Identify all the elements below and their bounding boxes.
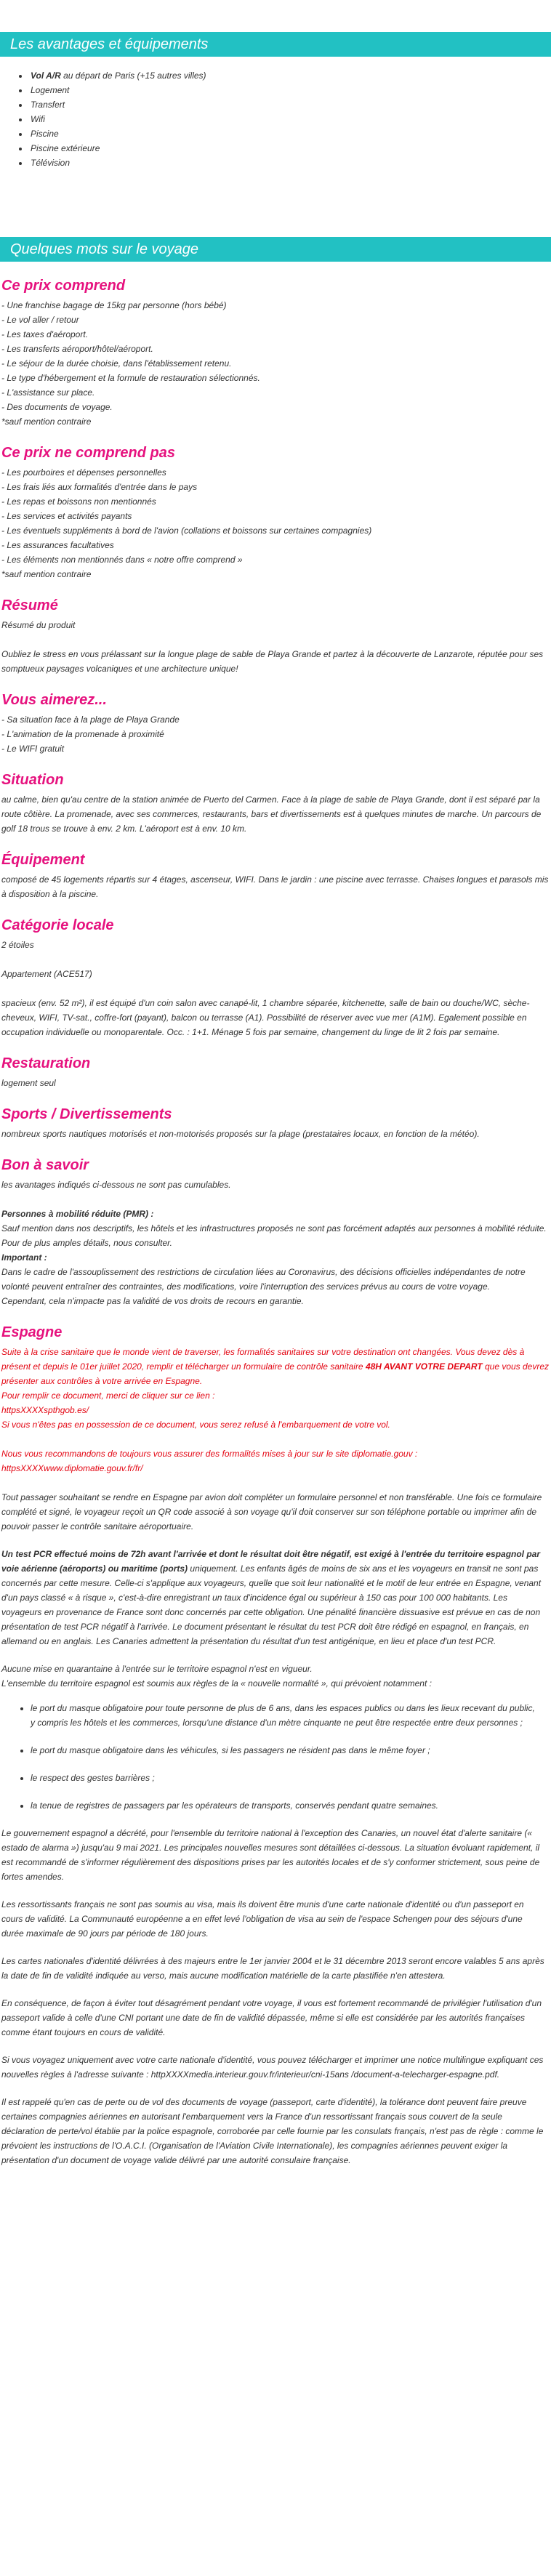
sports-title: Sports / Divertissements	[1, 1106, 172, 1122]
good-to-know-text: les avantages indiqués ci-dessous ne sont pas cumulables.	[1, 1180, 231, 1190]
apartment-title: Appartement (ACE517)	[1, 969, 92, 979]
spain-paragraph: Le gouvernement espagnol a décrété, pour l'ensemble du territoire national à l'exception des Canaries, un nouvel état d'alerte sanitaire (« estado de alarma ») jusqu'au 9 mai 2021. Les principales nouvelles mesures sont détaillées ci-dessous. La situation évoluant rapidement, il est recommandé de s'informer régulièrement des dispositions prises par les autorités locales et de s'y conformer strictement, sous peine de fortes amendes.	[1, 1828, 540, 1882]
list-item: • Télévision	[29, 156, 551, 170]
summary-text: Oubliez le stress en vous prélassant sur la longue plage de sable de Playa Grande et partez à la découverte de Lanzarote, réputée pour ses somptueux paysages volcaniques et une architecture unique!	[1, 649, 544, 674]
spain-title: Espagne	[1, 1324, 63, 1340]
list-item: • le port du masque obligatoire pour toute personne de plus de 6 ans, dans les espaces publics ou dans les lieux recevant du public, y compris les hôtels et les commerces, lorsqu'une distance d'un mètre cinquante ne peut être respectée entre deux personnes ;	[31, 1701, 550, 1730]
spain-warning: Suite à la crise sanitaire que le monde vient de traverser, les formalités sanitaires sur votre destination ont changées. Vous devez dès à présent et depuis le 01er juillet 2020, remplir et télécharger un formulaire de contrôle sanitaire 48H AVANT VOTRE DEPART que vous devrez présenter aux contrôles à votre arrivée en Espagne.	[1, 1347, 550, 1386]
restaurant-title: Restauration	[1, 1055, 91, 1071]
summary-subtitle: Résumé du produit	[1, 620, 76, 630]
content-section	[0, 276, 551, 2168]
list-item: • Wifi	[29, 112, 551, 126]
spain-paragraph: Les ressortissants français ne sont pas soumis au visa, mais ils doivent être munis d'une carte nationale d'identité ou d'un passeport en cours de validité. La Communauté européenne a en effet levé l'obligation de visa au sein de l'espace Schengen pour des séjours d'une durée maximale de 90 jours par période de 180 jours.	[1, 1899, 524, 1939]
spain-refusal-notice: Si vous n'êtes pas en possession de ce document, vous serez refusé à l'embarquement de votre vol.	[1, 1420, 390, 1430]
list-item: - Les pourboires et dépenses personnelles	[1, 467, 166, 478]
situation-text: au calme, bien qu'au centre de la station animée de Puerto del Carmen. Face à la plage de sable de Playa Grande, dont il est séparé par la route côtière. La promenade, avec ses commerces, restaurants, bars et divertissements est à quelques minutes de marche. Un parcours de golf 18 trous se trouve à env. 2 km. L'aéroport est à env. 10 km.	[1, 794, 542, 834]
summary-title: Résumé	[1, 597, 58, 613]
list-item: • Logement	[29, 83, 551, 97]
spain-diplomatie-notice: Nous vous recommandons de toujours vous assurer des formalités mises à jour sur le site diplomatie.gouv : httpsXXXXwww.diplomatie.gouv.fr/fr/	[1, 1449, 418, 1473]
spain-paragraph: L'ensemble du territoire espagnol est soumis aux règles de la « nouvelle normalité », qui prévoient notamment :	[1, 1678, 432, 1689]
love-title: Vous aimerez...	[1, 692, 107, 708]
list-item: - Les éventuels suppléments à bord de l'avion (collations et boissons sur certaines compagnies)	[1, 526, 372, 536]
equipment-text: composé de 45 logements répartis sur 4 étages, ascenseur, WIFI. Dans le jardin : une piscine avec terrasse. Chaises longues et parasols mis à disposition à la piscine.	[1, 874, 549, 899]
price-excludes-title: Ce prix ne comprend pas	[1, 445, 175, 461]
list-item: - Les éléments non mentionnés dans « notre offre comprend »	[1, 555, 243, 565]
spain-paragraph: Aucune mise en quarantaine à l'entrée sur le territoire espagnol n'est en vigueur.	[1, 1664, 313, 1674]
list-item: • Piscine extérieure	[29, 141, 551, 156]
spain-pcr-paragraph: Un test PCR effectué moins de 72h avant l'arrivée et dont le résultat doit être négatif, est exigé à l'entrée du territoire espagnol par voie aérienne (aéroports) ou maritime (ports) uniquement. Les enfants âgés de moins de six ans et les voyageurs en transit ne sont pas concernés par cette mesure. Celle-ci s'applique aux voyageurs, quelle que soit leur nationalité et le motif de leur entrée en Espagne, venant d'un pays classé « à risque », c'est-à-dire enregistrant un taux d'incidence égal ou supérieur à 150 cas pour 100 000 habitants. Les voyageurs en provenance de France sont donc concernés par cette obligation. Une pénalité financière dissuasive est prévue en cas de non présentation de test PCR négatif à l'arrivée. Le document présentant le résultat du test PCR doit être rédigé en espagnol, en français, en allemand ou en anglais. Les Canaries admettent la présentation du résultat d'un test antigénique, en lieu et place d'un test PCR.	[1, 1549, 542, 1646]
category-title: Catégorie locale	[1, 917, 114, 933]
spain-form-link[interactable]: httpsXXXXspthgob.es/	[1, 1405, 89, 1415]
category-stars: 2 étoiles	[1, 940, 34, 950]
list-item: - Les taxes d'aéroport.	[1, 329, 89, 339]
list-item: - Les frais liés aux formalités d'entrée dans le pays	[1, 482, 198, 492]
list-item: - Le type d'hébergement et la formule de restauration sélectionnés.	[1, 373, 260, 383]
sports-text: nombreux sports nautiques motorisés et non-motorisés proposés sur la plage (prestataires locaux, en fonction de la météo).	[1, 1129, 480, 1139]
words-banner	[0, 237, 551, 262]
spain-paragraph: En conséquence, de façon à éviter tout désagrément pendant votre voyage, il vous est fortement recommandé de privilégier l'utilisation d'un passeport valide à celle d'une CNI portant une date de fin de validité dépassée, même si elle est considérée par les autorités françaises comme étant toujours en cours de validité.	[1, 1998, 542, 2037]
situation-title: Situation	[1, 772, 64, 788]
spain-paragraph: Les cartes nationales d'identité délivrées à des majeurs entre le 1er janvier 2004 et le 31 décembre 2013 seront encore valables 5 ans après la date de fin de validité indiquée au verso, mais aucune modification matérielle de la carte plastifiée n'en attestera.	[1, 1956, 544, 1981]
spain-form-link-label: Pour remplir ce document, merci de cliquer sur ce lien :	[1, 1390, 215, 1401]
good-to-know-title: Bon à savoir	[1, 1157, 89, 1173]
advantages-banner	[0, 32, 551, 57]
pmr-text: Sauf mention dans nos descriptifs, les hôtels et les infrastructures proposés ne sont pas forcément adaptés aux personnes à mobilité réduite. Pour de plus amples détails, nous consulter.	[1, 1223, 547, 1248]
list-item: - L'animation de la promenade à proximité	[1, 729, 164, 739]
list-item: *sauf mention contraire	[1, 569, 92, 579]
important-text-2: Cependant, cela n'impacte pas la validité de vos droits de recours en garantie.	[1, 1296, 304, 1306]
important-title: Important :	[1, 1252, 47, 1263]
list-item: - Les transferts aéroport/hôtel/aéroport.	[1, 344, 153, 354]
list-item: - Les services et activités payants	[1, 511, 132, 521]
important-text: Dans le cadre de l'assouplissement des restrictions de circulation liées au Coronavirus, des décisions officielles indépendantes de notre volonté peuvent entraîner des contraintes, des modifications, voire l'interruption des services prévus au cours de votre voyage.	[1, 1267, 526, 1292]
list-item: - Le séjour de la durée choisie, dans l'établissement retenu.	[1, 358, 232, 369]
list-item: • Piscine	[29, 126, 551, 141]
list-item: - Le vol aller / retour	[1, 315, 79, 325]
list-item: • la tenue de registres de passagers par les opérateurs de transports, conservés pendant quatre semaines.	[31, 1798, 550, 1813]
list-item: • le respect des gestes barrières ;	[31, 1771, 550, 1785]
spain-rules-list	[1, 1701, 550, 1813]
price-includes-list	[1, 298, 550, 429]
equipment-title: Équipement	[1, 852, 85, 868]
list-item: • le port du masque obligatoire dans les véhicules, si les passagers ne résident pas dans le même foyer ;	[31, 1743, 550, 1758]
list-item: - Sa situation face à la plage de Playa Grande	[1, 715, 180, 725]
list-item: - Des documents de voyage.	[1, 402, 113, 412]
list-item: - Une franchise bagage de 15kg par personne (hors bébé)	[1, 300, 227, 310]
restaurant-text: logement seul	[1, 1078, 56, 1088]
advantages-list	[0, 68, 551, 170]
list-item: • Vol A/R au départ de Paris (+15 autres villes)	[29, 68, 551, 83]
apartment-text: spacieux (env. 52 m²), il est équipé d'un coin salon avec canapé-lit, 1 chambre séparée, kitchenette, salle de bain ou douche/WC, sèche-cheveux, WIFI, TV-sat., coffre-fort (payant), balcon ou terrasse (A1). Possibilité de réserver avec vue mer (A1M). Egalement possible en occupation individuelle ou monoparentale. Occ. : 1+1. Ménage 5 fois par semaine, changement du linge de lit 2 fois par semaine.	[1, 998, 530, 1037]
pmr-title: Personnes à mobilité réduite (PMR) :	[1, 1209, 154, 1219]
advantages-title: Les avantages et équipements	[10, 36, 209, 52]
list-item: - Les repas et boissons non mentionnés	[1, 496, 156, 507]
price-includes-title: Ce prix comprend	[1, 278, 126, 294]
list-item: - Le WIFI gratuit	[1, 744, 65, 754]
list-item: *sauf mention contraire	[1, 416, 92, 427]
list-item: • Transfert	[29, 97, 551, 112]
love-list	[1, 712, 550, 756]
price-excludes-list	[1, 465, 550, 581]
spain-paragraph: Tout passager souhaitant se rendre en Espagne par avion doit compléter un formulaire personnel et non transférable. Une fois ce formulaire complété et signé, le voyageur reçoit un QR code associé à son voyage qu'il doit conserver sur son téléphone portable ou imprimer afin de pouvoir passer le contrôle sanitaire aéroportuaire.	[1, 1492, 542, 1531]
list-item: - Les assurances facultatives	[1, 540, 114, 550]
spain-paragraph: Il est rappelé qu'en cas de perte ou de vol des documents de voyage (passeport, carte d'identité), la tolérance dont peuvent faire preuve certaines compagnies aériennes en autorisant l'embarquement vers la France d'un ressortissant français sous couvert de la seule déclaration de perte/vol établie par la police espagnole, corroborée par celle fournie par les consulats français, n'est pas de règle : comme le prévoient les instructions de l'O.A.C.I. (Organisation de l'Aviation Civile Internationale), les compagnies aériennes peuvent exiger la présentation d'un document de voyage valide délivré par une autorité consulaire française.	[1, 2097, 544, 2165]
words-title: Quelques mots sur le voyage	[10, 241, 199, 257]
spain-paragraph: Si vous voyagez uniquement avec votre carte nationale d'identité, vous pouvez télécharger et imprimer une notice multilingue expliquant ces nouvelles règles à l'adresse suivante : httpXXXXmedia.interieur.gouv.fr/interieur/cni-15ans /document-a-telecharger-espagne.pdf.	[1, 2055, 544, 2080]
list-item: - L'assistance sur place.	[1, 387, 95, 398]
